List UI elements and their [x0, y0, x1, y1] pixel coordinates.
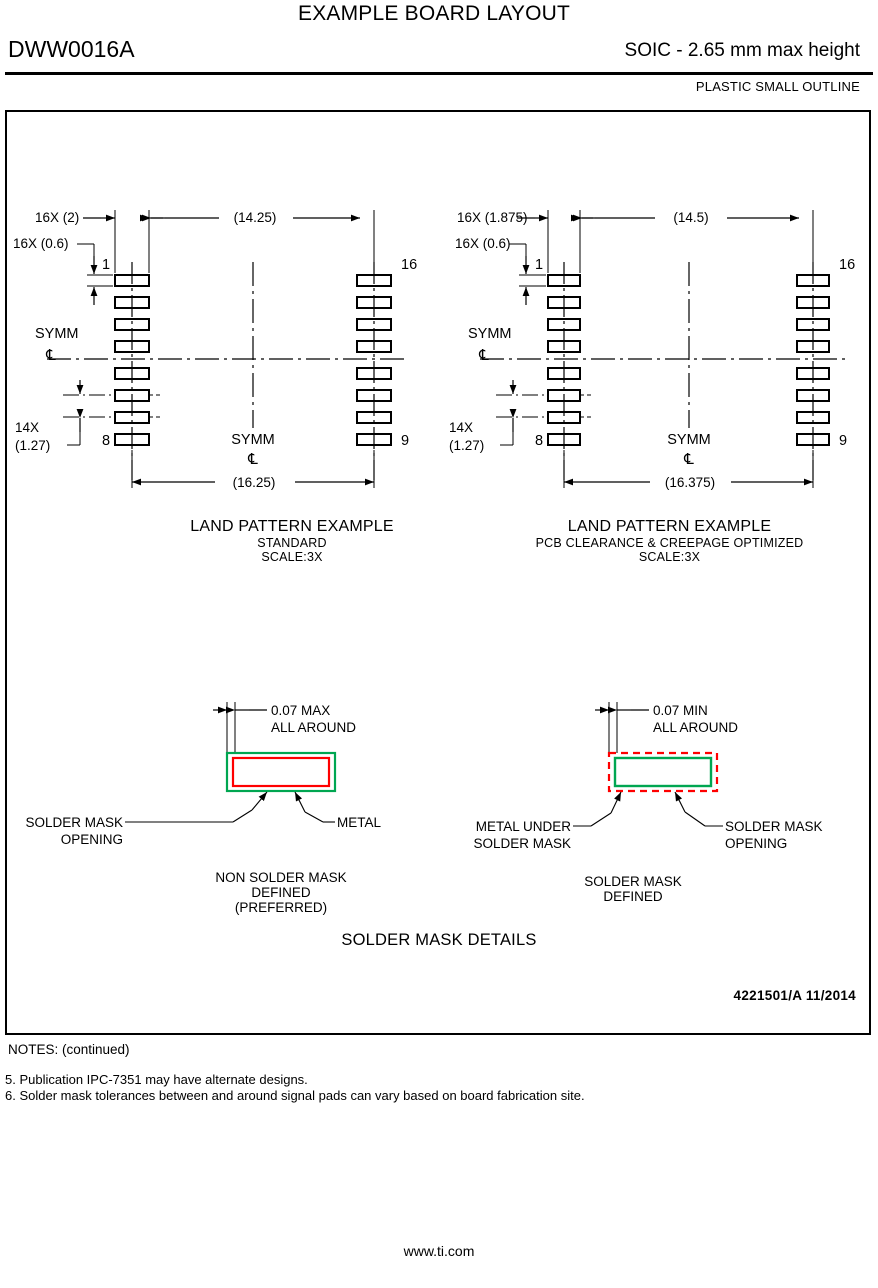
- board-layout-drawing: [5, 110, 871, 1035]
- label-metal-under-mask-line1: METAL UNDER: [475, 819, 571, 834]
- note-item: 6. Solder mask tolerances between and around signal pads can vary based on board fabrication site.: [5, 1088, 585, 1103]
- dim-pad-height-right: 16X (0.6): [455, 236, 511, 251]
- land-pattern-standard: [13, 210, 417, 490]
- dim-mask-clearance-nsmd-line2: ALL AROUND: [271, 720, 357, 735]
- drawing-number-label: 4221501/A 11/2014: [733, 988, 856, 1003]
- caption-land-pattern-standard: [132, 518, 452, 564]
- symm-label-vertical-right: SYMM: [667, 432, 711, 448]
- footer-url: www.ti.com: [403, 1243, 475, 1259]
- pin-number-1-left: 1: [101, 257, 111, 273]
- dim-pad-width-right: 16X (1.875): [457, 210, 528, 225]
- dim-pitch-count-left: 14X: [15, 420, 40, 435]
- pin-number-9-left: 9: [401, 433, 410, 449]
- dim-span-inner-left: (14.25): [233, 210, 277, 225]
- metal-under-mask-shape-smd: [615, 758, 711, 786]
- caption-smd-line1: SOLDER MASK: [584, 874, 682, 889]
- label-metal-nsmd: METAL: [337, 815, 382, 830]
- page-title: EXAMPLE BOARD LAYOUT: [297, 2, 571, 25]
- caption-optimized-main: LAND PATTERN EXAMPLE: [567, 518, 772, 535]
- label-solder-mask-opening-smd-line2: OPENING: [725, 836, 788, 851]
- symm-glyph-horizontal-right: ℄: [479, 347, 489, 364]
- caption-nsmd-line2: DEFINED: [251, 885, 311, 900]
- caption-land-pattern-optimized: [497, 518, 842, 564]
- caption-nsmd-line3: (PREFERRED): [234, 900, 328, 915]
- solder-mask-detail-smd: [473, 702, 822, 904]
- caption-optimized-sub1: PCB CLEARANCE & CREEPAGE OPTIMIZED: [535, 536, 804, 550]
- caption-nsmd-line1: NON SOLDER MASK: [215, 870, 347, 885]
- symm-label-horizontal-right: SYMM: [468, 326, 512, 342]
- label-solder-mask-opening-smd-line1: SOLDER MASK: [725, 819, 823, 834]
- symm-label-horizontal-left: SYMM: [35, 326, 79, 342]
- symm-glyph-vertical-left: ℄: [248, 451, 258, 468]
- package-descriptor-label: SOIC - 2.65 mm max height: [624, 40, 860, 61]
- notes-list: [5, 1072, 585, 1104]
- dim-span-outer-right: (16.375): [664, 475, 716, 490]
- dim-mask-clearance-smd-line1: 0.07 MIN: [653, 703, 708, 718]
- caption-standard-sub2: SCALE:3X: [261, 550, 323, 564]
- dim-pitch-value-right: (1.27): [449, 438, 485, 453]
- label-solder-mask-opening-nsmd-line2: OPENING: [60, 832, 123, 847]
- package-subtitle-label: PLASTIC SMALL OUTLINE: [695, 79, 860, 94]
- pin-number-8-right: 8: [534, 433, 544, 449]
- caption-standard-main: LAND PATTERN EXAMPLE: [190, 518, 394, 535]
- pin-number-9-right: 9: [839, 433, 848, 449]
- dim-mask-clearance-nsmd-line1: 0.07 MAX: [271, 703, 331, 718]
- dim-pitch-count-right: 14X: [449, 420, 474, 435]
- solder-mask-details-title: SOLDER MASK DETAILS: [341, 931, 537, 949]
- caption-smd-line2: DEFINED: [603, 889, 663, 904]
- land-pattern-optimized: [449, 210, 855, 490]
- dim-span-outer-left: (16.25): [232, 475, 276, 490]
- symm-glyph-horizontal-left: ℄: [46, 347, 56, 364]
- pin-number-16-right: 16: [839, 257, 856, 273]
- header-divider: [5, 72, 873, 75]
- symm-glyph-vertical-right: ℄: [684, 451, 694, 468]
- pin-number-1-right: 1: [534, 257, 544, 273]
- dim-mask-clearance-smd-line2: ALL AROUND: [653, 720, 739, 735]
- pin-number-16-left: 16: [401, 257, 418, 273]
- metal-pad-shape-nsmd: [233, 758, 329, 786]
- caption-standard-sub1: STANDARD: [257, 536, 327, 550]
- label-solder-mask-opening-nsmd-line1: SOLDER MASK: [25, 815, 123, 830]
- dim-span-inner-right: (14.5): [673, 210, 709, 225]
- pin-number-8-left: 8: [101, 433, 111, 449]
- solder-mask-detail-nsmd: [25, 702, 381, 915]
- dim-pad-width-left: 16X (2): [35, 210, 80, 225]
- part-number-label: DWW0016A: [8, 36, 135, 62]
- caption-optimized-sub2: SCALE:3X: [638, 550, 701, 564]
- dim-pad-height-left: 16X (0.6): [13, 236, 69, 251]
- label-metal-under-mask-line2: SOLDER MASK: [473, 836, 571, 851]
- dim-pitch-value-left: (1.27): [15, 438, 51, 453]
- symm-label-vertical-left: SYMM: [231, 432, 275, 448]
- notes-heading: NOTES: (continued): [8, 1042, 130, 1057]
- note-item: 5. Publication IPC-7351 may have alternate designs.: [5, 1072, 308, 1087]
